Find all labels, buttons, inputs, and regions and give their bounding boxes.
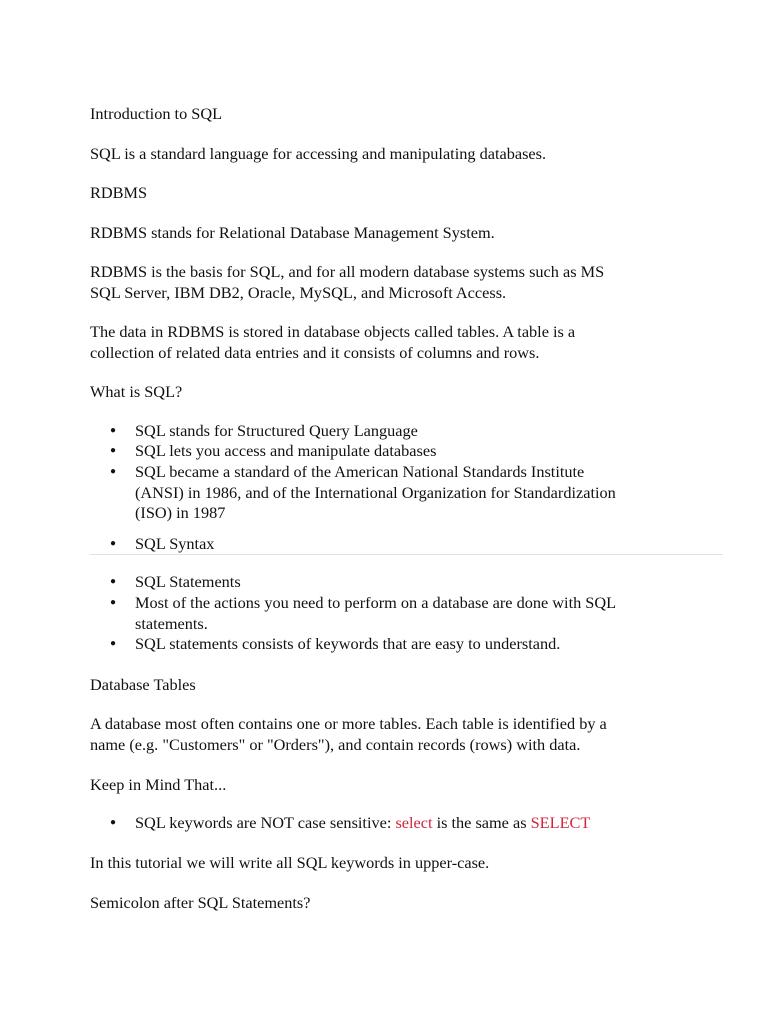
list-item-text: SQL became a standard of the American National Standards Institute xyxy=(135,462,585,481)
list-item-text: SQL lets you access and manipulate databases xyxy=(135,441,437,460)
keyword-select-upper: SELECT xyxy=(530,813,591,832)
list-item xyxy=(110,441,690,462)
list-item xyxy=(110,462,690,524)
list-item-text-line-3: (ISO) in 1987 xyxy=(135,503,226,523)
list-item-text: Most of the actions you need to perform on a database are done with SQL xyxy=(135,593,617,612)
bullet-icon: ● xyxy=(110,576,117,587)
rdbms-paragraph-3-line-1: The data in RDBMS is stored in database objects called tables. A table is a xyxy=(90,322,576,341)
bullet-icon: ● xyxy=(110,538,117,549)
tutorial-paragraph: In this tutorial we will write all SQL keywords in upper-case. xyxy=(90,853,490,872)
list-item xyxy=(110,593,690,634)
list-item-text: SQL Statements xyxy=(135,572,241,591)
list-item-text-line-2: (ANSI) in 1986, and of the International Organization for Standardization xyxy=(135,482,616,502)
list-item-middle: is the same as xyxy=(432,813,531,832)
bullet-icon: ● xyxy=(110,425,117,436)
semicolon-heading: Semicolon after SQL Statements? xyxy=(90,893,311,912)
list-item-text-line-2: statements. xyxy=(135,613,208,633)
bullet-icon: ● xyxy=(110,597,117,608)
list-item-text xyxy=(135,813,690,834)
rdbms-paragraph-2-line-2: SQL Server, IBM DB2, Oracle, MySQL, and Microsoft Access. xyxy=(90,283,507,302)
bullet-icon: ● xyxy=(110,445,117,456)
list-item xyxy=(110,813,690,834)
list-item-text: SQL stands for Structured Query Language xyxy=(135,421,418,440)
tables-paragraph-line-1: A database most often contains one or more tables. Each table is identified by a xyxy=(90,714,607,733)
database-tables-heading: Database Tables xyxy=(90,675,196,694)
bullet-icon: ● xyxy=(110,466,117,477)
list-item xyxy=(110,572,690,593)
what-is-sql-heading: What is SQL? xyxy=(90,382,183,401)
list-item xyxy=(110,634,690,655)
rdbms-paragraph-2-line-1: RDBMS is the basis for SQL, and for all modern database systems such as MS xyxy=(90,262,605,281)
keep-in-mind-heading: Keep in Mind That... xyxy=(90,775,227,794)
keyword-select-lower: select xyxy=(395,813,433,832)
rdbms-paragraph-1: RDBMS stands for Relational Database Management System. xyxy=(90,223,495,242)
rdbms-heading: RDBMS xyxy=(90,183,148,202)
bullet-icon: ● xyxy=(110,638,117,649)
horizontal-divider xyxy=(90,554,723,555)
bullet-icon: ● xyxy=(110,817,117,828)
list-item xyxy=(110,421,690,442)
tables-paragraph-line-2: name (e.g. "Customers" or "Orders"), and contain records (rows) with data. xyxy=(90,735,581,754)
list-item-text: SQL Syntax xyxy=(135,534,215,553)
intro-paragraph: SQL is a standard language for accessing and manipulating databases. xyxy=(90,144,547,163)
list-item-prefix: SQL keywords are NOT case sensitive: xyxy=(135,813,396,832)
rdbms-paragraph-3-line-2: collection of related data entries and it consists of columns and rows. xyxy=(90,343,540,362)
list-item xyxy=(110,534,690,555)
list-item-text: SQL statements consists of keywords that are easy to understand. xyxy=(135,634,561,653)
page-title: Introduction to SQL xyxy=(90,104,223,123)
